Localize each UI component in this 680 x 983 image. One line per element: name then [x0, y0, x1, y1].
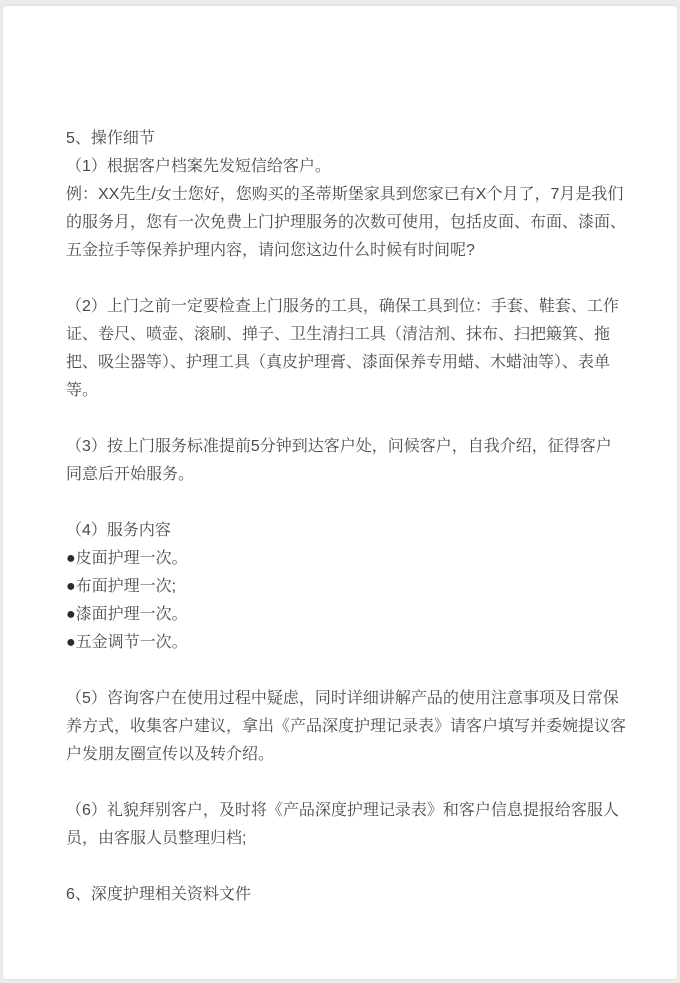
bullet-icon: ●	[66, 550, 76, 567]
paragraph: （3）按上门服务标准提前5分钟到达客户处，问候客户，自我介绍，征得客户同意后开始服务。	[66, 438, 612, 483]
paragraph-gap	[66, 769, 626, 797]
document-content	[66, 125, 626, 909]
bullet-icon: ●	[66, 634, 76, 651]
list-item	[66, 573, 626, 601]
paragraph-gap	[66, 489, 626, 517]
bullet-icon: ●	[66, 578, 76, 595]
list-item-text: 漆面护理一次。	[75, 606, 188, 623]
paragraph-gap	[66, 657, 626, 685]
list-item	[66, 545, 626, 573]
paragraph: （1）根据客户档案先发短信给客户。	[66, 158, 331, 175]
document-page	[3, 6, 677, 979]
list-item-text: 皮面护理一次。	[75, 550, 188, 567]
list-item	[66, 601, 626, 629]
paragraph: 例：XX先生/女士您好，您购买的圣蒂斯堡家具到您家已有X个月了，7月是我们的服务月，您有一次免费上门护理服务的次数可使用，包括皮面、布面、漆面、五金拉手等保养护理内容，请问您这边什么时候有时间呢?	[66, 186, 627, 259]
paragraph-gap	[66, 405, 626, 433]
list-item-text: 五金调节一次。	[75, 634, 188, 651]
paragraph-gap	[66, 265, 626, 293]
paragraph: （4）服务内容	[66, 522, 171, 539]
paragraph-gap	[66, 853, 626, 881]
section-heading: 5、操作细节	[66, 130, 155, 147]
list-item-text: 布面护理一次;	[75, 578, 177, 595]
bullet-icon: ●	[66, 606, 76, 623]
section-heading: 6、深度护理相关资料文件	[66, 886, 251, 903]
list-item	[66, 629, 626, 657]
paragraph: （2）上门之前一定要检查上门服务的工具，确保工具到位：手套、鞋套、工作证、卷尺、喷壶、滚刷、掸子、卫生清扫工具（清洁剂、抹布、扫把簸箕、拖把、吸尘器等）、护理工具（真皮护理膏、漆面保养专用蜡、木蜡油等）、表单等。	[66, 298, 619, 399]
paragraph: （5）咨询客户在使用过程中疑虑，同时详细讲解产品的使用注意事项及日常保养方式，收集客户建议，拿出《产品深度护理记录表》请客户填写并委婉提议客户发朋友圈宣传以及转介绍。	[66, 690, 627, 763]
paragraph: （6）礼貌拜别客户，及时将《产品深度护理记录表》和客户信息提报给客服人员，由客服人员整理归档;	[66, 802, 619, 847]
